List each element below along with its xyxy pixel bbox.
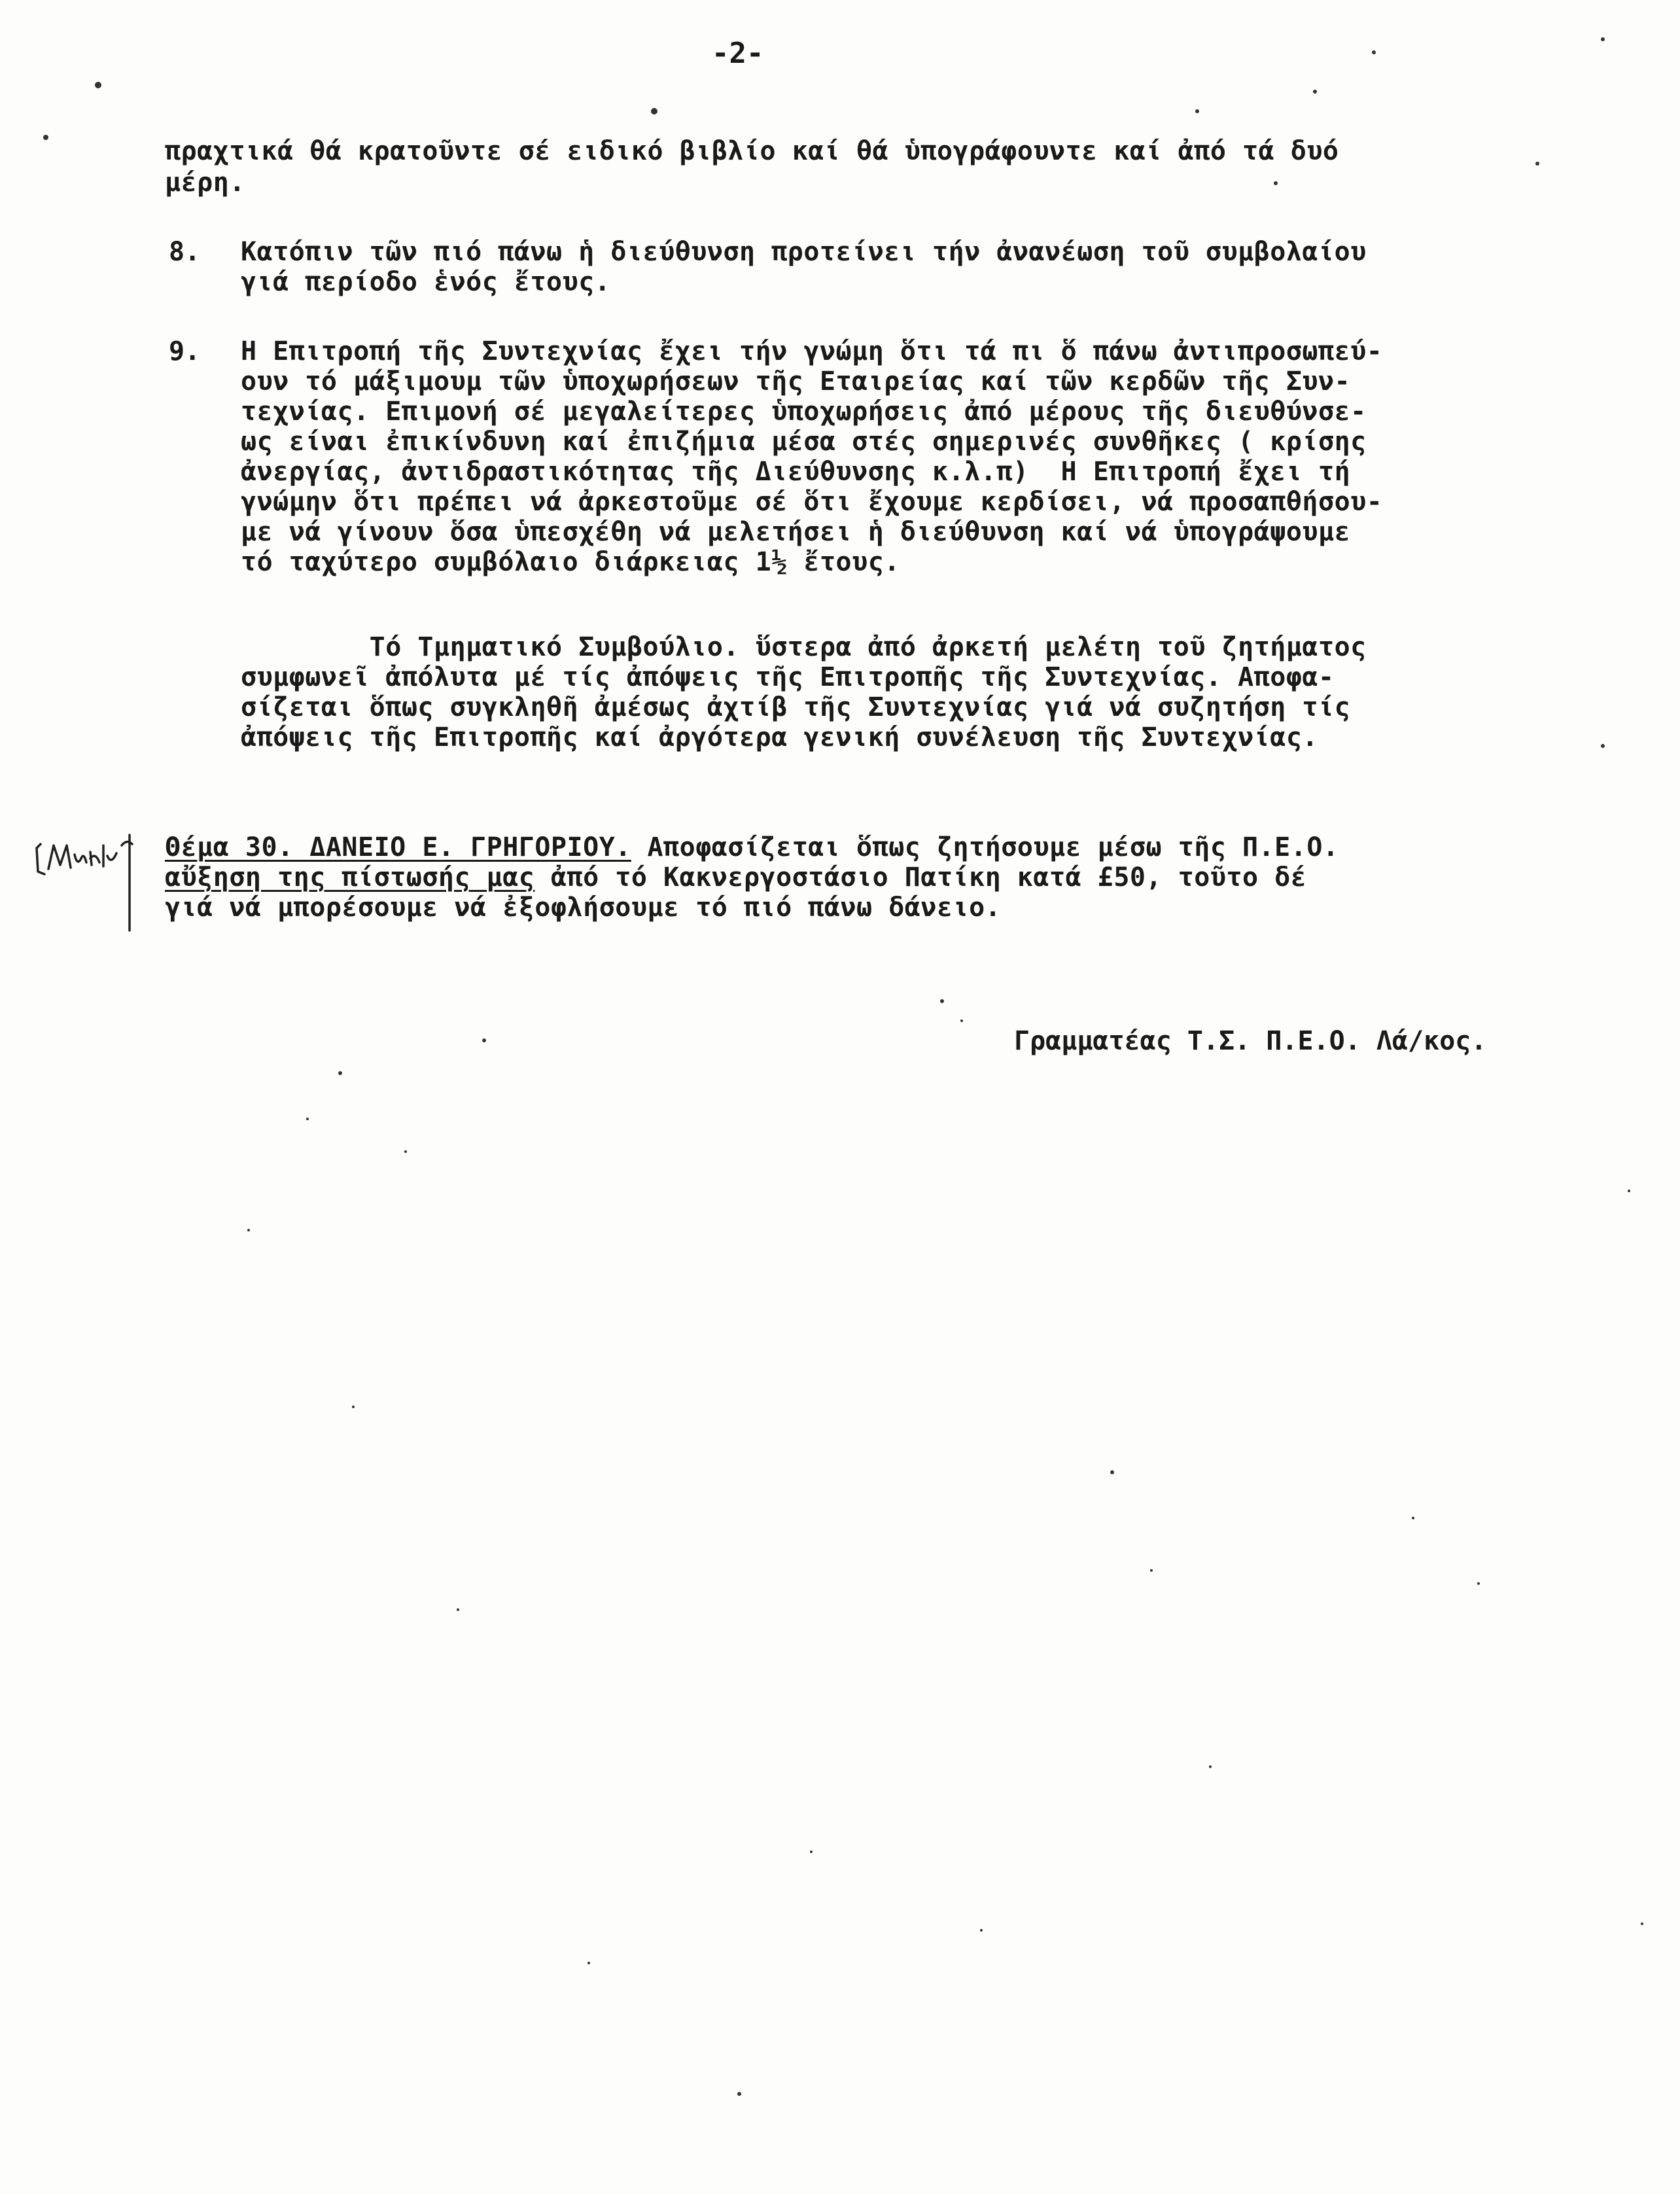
item-30-heading-rest: Αποφασίζεται ὅπως ζητήσουμε μέσω τῆς Π.Ε.Ο. xyxy=(631,832,1339,862)
item-9-number: 9. xyxy=(169,336,201,366)
secretary-signature: Γραμματέας Τ.Σ. Π.Ε.Ο. Λά/κος. xyxy=(1014,1026,1487,1056)
handwritten-margin-note xyxy=(31,826,156,950)
item-8-line-2: γιά περίοδο ἑνός ἔτους. xyxy=(241,267,611,297)
council-line-2: συμφωνεῖ ἀπόλυτα μέ τίς ἀπόψεις τῆς Επιτροπῆς τῆς Συντεχνίας. Αποφα- xyxy=(241,662,1335,692)
item-9-line-4: ως είναι ἐπικίνδυνη καί ἐπιζήμια μέσα στές σημερινές συνθῆκες ( κρίσης xyxy=(241,427,1367,457)
item-9-line-5: ἀνεργίας, ἀντιδραστικότητας τῆς Διεύθυνσης κ.λ.π) Η Επιτροπή ἔχει τή xyxy=(241,457,1351,487)
item-9-line-2: ουν τό μάξιμουμ τῶν ὑποχωρήσεων τῆς Εταιρείας καί τῶν κερδῶν τῆς Συν- xyxy=(241,366,1351,397)
item-30-line-1 xyxy=(165,832,1339,862)
item-9-line-7: με νά γίνουν ὅσα ὑπεσχέθη νά μελετήσει ἡ διεύθυνση καί νά ὑπογράψουμε xyxy=(241,517,1351,547)
item-8-number: 8. xyxy=(169,237,201,267)
item-9-line-1: Η Επιτροπή τῆς Συντεχνίας ἔχει τήν γνώμη ὅτι τά πι ὅ πάνω ἀντιπροσωπεύ- xyxy=(241,336,1383,366)
continuation-line-1: πραχτικά θά κρατοῦντε σέ ειδικό βιβλίο καί θά ὑπογράφουντε καί ἀπό τά δυό xyxy=(165,136,1339,166)
page-number: -2- xyxy=(712,37,764,70)
council-line-4: ἀπόψεις τῆς Επιτροπῆς καί ἀργότερα γενική συνέλευση τῆς Συντεχνίας. xyxy=(241,722,1318,752)
item-30-line-2 xyxy=(165,862,1306,893)
continuation-line-2: μέρη. xyxy=(165,168,245,198)
item-30-line-2-rest: ἀπό τό Κακνεργοστάσιο Πατίκη κατά £50, τοῦτο δέ xyxy=(534,862,1307,893)
item-9-line-3: τεχνίας. Επιμονή σέ μεγαλείτερες ὑποχωρήσεις ἀπό μέρους τῆς διευθύνσε- xyxy=(241,397,1367,427)
item-30-line-2-underlined: αὔξηση της πίστωσής μας xyxy=(165,862,535,893)
item-30-line-3: γιά νά μπορέσουμε νά ἐξοφλήσουμε τό πιό πάνω δάνειο. xyxy=(165,893,1002,923)
council-line-3: σίζεται ὅπως συγκληθῆ ἀμέσως ἀχτίβ τῆς Συντεχνίας γιά νά συζητήση τίς xyxy=(241,692,1351,722)
council-line-1: Τό Τμηματικό Συμβούλιο. ὕστερα ἀπό ἀρκετή μελέτη τοῦ ζητήματος xyxy=(241,632,1367,662)
item-9-line-6: γνώμην ὅτι πρέπει νά ἀρκεστοῦμε σέ ὅτι ἔχουμε κερδίσει, νά προσαπθήσου- xyxy=(241,487,1383,517)
item-9-line-8: τό ταχύτερο συμβόλαιο διάρκειας 1½ ἔτους. xyxy=(241,547,900,577)
item-30-heading: Θέμα 30. ΔΑΝΕΙΟ Ε. ΓΡΗΓΟΡΙΟΥ. xyxy=(165,832,631,862)
item-8-line-1: Κατόπιν τῶν πιό πάνω ἡ διεύθυνση προτείνει τήν ἀνανέωση τοῦ συμβολαίου xyxy=(241,237,1367,267)
